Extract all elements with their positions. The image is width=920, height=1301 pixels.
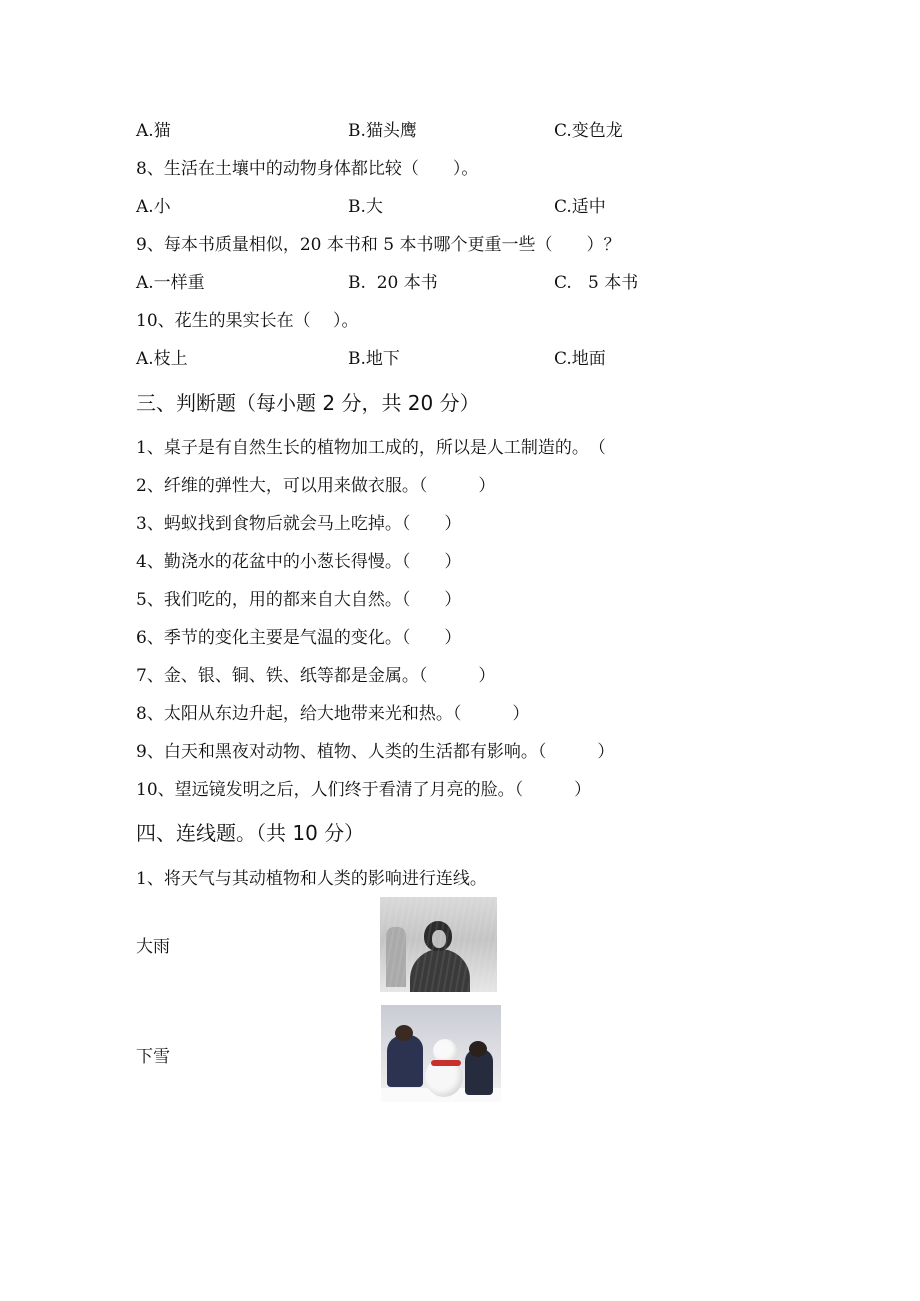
tf-item-8: 8、太阳从东边升起，给大地带来光和热。（ ）	[136, 704, 530, 724]
label-heavy-rain: 大雨	[136, 937, 170, 957]
q10-option-c: C.地面	[554, 349, 606, 369]
tf-item-5: 5、我们吃的，用的都来自大自然。（ ）	[136, 590, 462, 610]
tf-item-6: 6、季节的变化主要是气温的变化。（ ）	[136, 628, 462, 648]
q8-text: 8、生活在土壤中的动物身体都比较（ ）。	[136, 159, 479, 179]
child-left-head	[395, 1025, 413, 1041]
q10-option-a: A.枝上	[136, 349, 188, 369]
tf-item-1: 1、桌子是有自然生长的植物加工成的，所以是人工制造的。 （	[136, 438, 606, 458]
tf-item-2: 2、纤维的弹性大，可以用来做衣服。（ ）	[136, 476, 496, 496]
q9-text: 9、每本书质量相似，20 本书和 5 本书哪个更重一些（ ）？	[136, 235, 621, 255]
q9-option-a: A.一样重	[136, 273, 205, 293]
q7-option-b: B.猫头鹰	[348, 121, 417, 141]
child-left	[387, 1035, 423, 1087]
q8-option-a: A.小	[136, 197, 171, 217]
q10-text: 10、花生的果实长在（ ）。	[136, 311, 359, 331]
snow-photo	[381, 1005, 501, 1102]
q8-option-c: C.适中	[554, 197, 606, 217]
q9-option-c: C. 5 本书	[554, 273, 639, 293]
q9-option-b: B. 20 本书	[348, 273, 438, 293]
q8-option-b: B.大	[348, 197, 383, 217]
q10-option-b: B.地下	[348, 349, 400, 369]
tf-item-3: 3、蚂蚁找到食物后就会马上吃掉。（ ）	[136, 514, 462, 534]
tf-item-9: 9、白天和黑夜对动物、植物、人类的生活都有影响。（ ）	[136, 742, 615, 762]
label-snow: 下雪	[136, 1047, 170, 1067]
snowman-scarf	[431, 1060, 461, 1066]
q7-option-a: A.猫	[136, 121, 171, 141]
rain-haze	[380, 897, 497, 992]
tf-item-7: 7、金、银、铜、铁、纸等都是金属。（ ）	[136, 666, 496, 686]
q7-option-c: C.变色龙	[554, 121, 623, 141]
child-right-head	[469, 1041, 487, 1057]
tf-item-4: 4、勤浇水的花盆中的小葱长得慢。（ ）	[136, 552, 462, 572]
heavy-rain-photo	[380, 897, 497, 992]
section3-title: 三、判断题（每小题 2 分，共 20 分）	[136, 391, 480, 415]
tf-item-10: 10、望远镜发明之后，人们终于看清了月亮的脸。（ ）	[136, 780, 592, 800]
section4-title: 四、连线题。（共 10 分）	[136, 821, 365, 845]
match-question-1: 1、将天气与其动植物和人类的影响进行连线。	[136, 869, 487, 889]
